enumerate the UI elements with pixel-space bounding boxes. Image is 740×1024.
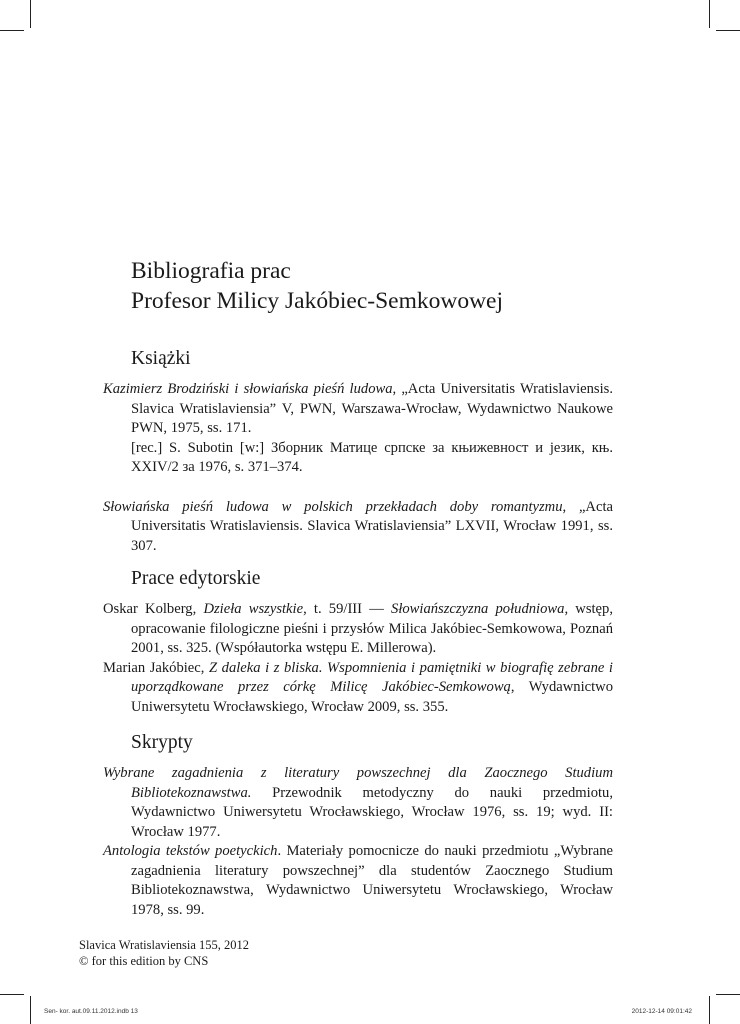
editorial-entry-1-details: , wstęp, opracowanie filologiczne pieśni i przysłów Milica Jakóbiec-Semkowowa, Poznań 2001, ss. 325. (Współautorka wstępu E. Millerowa). bbox=[131, 601, 613, 656]
crop-mark-bottom-left-v bbox=[30, 996, 31, 1024]
section-heading-scripts: Skrypty bbox=[131, 732, 193, 753]
editorial-entry-1-subtitle: Słowiańszczyzna południowa bbox=[391, 601, 565, 617]
editorial-entry-1-volume: , t. 59/III — bbox=[303, 601, 392, 617]
crop-mark-bottom-right-h bbox=[716, 994, 740, 995]
scripts-list bbox=[103, 764, 613, 920]
print-slug-file: Sen- kor. aut.09.11.2012.indb 13 bbox=[44, 1008, 138, 1015]
crop-mark-bottom-right-v bbox=[709, 996, 710, 1024]
page-footer bbox=[79, 938, 249, 969]
crop-mark-bottom-left-h bbox=[0, 994, 24, 995]
footer-copyright: © for this edition by CNS bbox=[79, 953, 209, 968]
title-line-1: Bibliografia prac bbox=[131, 258, 291, 284]
section-heading-editorial: Prace edytorskie bbox=[131, 568, 261, 589]
book-entry-1-details: , „Acta Universitatis Wratislaviensis. Slavica Wratislaviensia” V, PWN, Warszawa-Wrocław, Wydawnictwo Naukowe PWN, 1975, ss. 171. bbox=[131, 381, 613, 436]
book-entry-2 bbox=[103, 498, 613, 557]
section-heading-books: Książki bbox=[131, 348, 191, 369]
editorial-entry-1 bbox=[103, 600, 613, 659]
editorial-entry-1-author: Oskar Kolberg, bbox=[103, 601, 204, 617]
editorial-entry-1-title: Dzieła wszystkie bbox=[203, 601, 304, 617]
print-slug-timestamp: 2012-12-14 09:01:42 bbox=[631, 1008, 692, 1015]
book-entry-2-details: , „Acta Universitatis Wratislaviensis. Slavica Wratislaviensia” LXVII, Wrocław 1991, ss. 307. bbox=[131, 498, 613, 554]
script-entry-2 bbox=[103, 842, 613, 920]
script-entry-2-title: Antologia tekstów poetyckich bbox=[103, 843, 278, 859]
crop-mark-top-left-v bbox=[30, 0, 31, 28]
books-list bbox=[103, 380, 613, 556]
editorial-entry-2-details: , Wydawnictwo Uniwersytetu Wrocławskiego, Wrocław 2009, ss. 355. bbox=[131, 679, 613, 715]
book-entry-1 bbox=[103, 380, 613, 478]
book-entry-1-review: [rec.] S. Subotin [w:] Зборник Матице српске за књижевност и језик, књ. XXIV/2 за 1976, s. 371–374. bbox=[131, 439, 613, 475]
script-entry-1-title: Wybrane zagadnienia z literatury powszechnej dla Zaocznego Studium Bibliotekoznawstwa. bbox=[103, 765, 613, 801]
editorial-entry-2-author: Marian Jakóbiec, bbox=[103, 659, 209, 676]
editorial-entry-2-title: Z daleka i z bliska. Wspomnienia i pamiętniki w biografię zebrane i uporządkowane przez córkę Milicę Jakóbiec-Semkowową bbox=[131, 659, 613, 695]
book-entry-2-title: Słowiańska pieśń ludowa w polskich przekładach doby romantyzmu bbox=[103, 498, 563, 515]
editorial-list bbox=[103, 600, 613, 717]
book-entry-1-title: Kazimierz Brodziński i słowiańska pieśń ludowa bbox=[103, 381, 393, 397]
editorial-entry-2 bbox=[103, 659, 613, 718]
script-entry-2-details: . Materiały pomocnicze do nauki przedmiotu „Wybrane zagadnienia literatury powszechnej” dla studentów Zaocznego Studium Bibliotekoznawstwa, Wydawnictwo Uniwersytetu Wrocławskiego, Wrocław 1978, ss. 99. bbox=[131, 843, 613, 918]
title-line-2: Profesor Milicy Jakóbiec-Semkowowej bbox=[131, 288, 504, 314]
crop-mark-top-left-h bbox=[0, 30, 24, 31]
script-entry-1-details: Przewodnik metodyczny do nauki przedmiotu, Wydawnictwo Uniwersytetu Wrocławskiego, Wrocław 1976, ss. 19; wyd. II: Wrocław 1977. bbox=[131, 784, 613, 840]
crop-mark-top-right-v bbox=[709, 0, 710, 28]
script-entry-1 bbox=[103, 764, 613, 842]
crop-mark-top-right-h bbox=[716, 30, 740, 31]
page-title bbox=[131, 256, 651, 316]
footer-journal: Slavica Wratislaviensia 155, 2012 bbox=[79, 938, 250, 952]
